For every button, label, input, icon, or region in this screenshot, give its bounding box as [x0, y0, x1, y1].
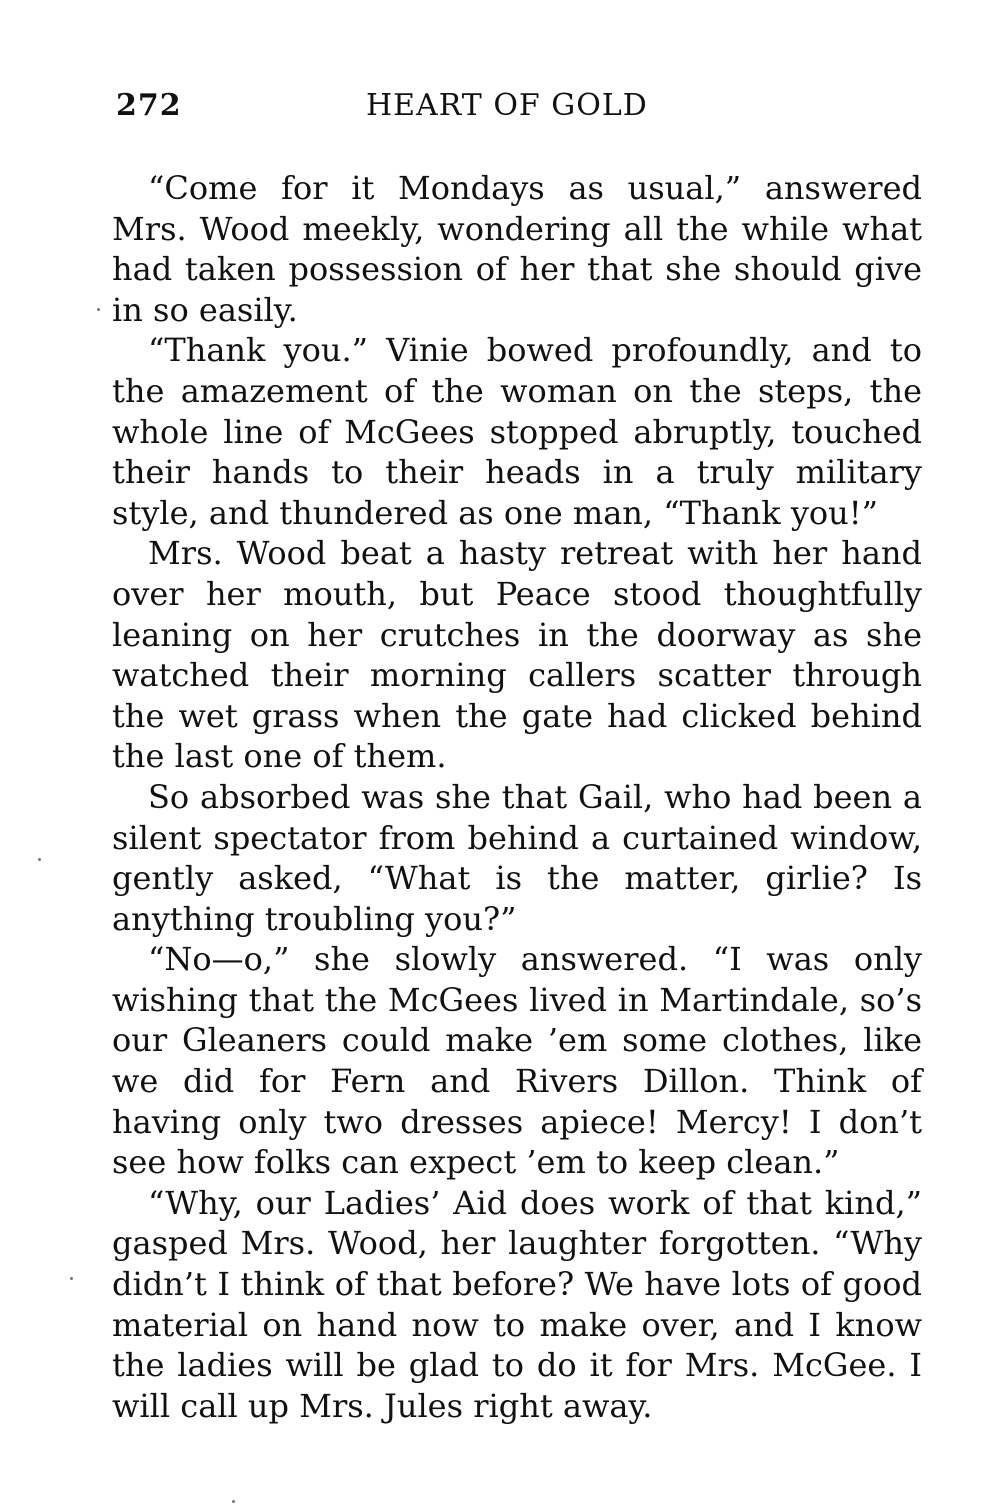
paragraph: “Come for it Mondays as usual,” answered Mrs. Wood meekly, wondering all the while what had taken possession of her that she should give in so easily.	[112, 169, 922, 329]
paragraph: “No—o,” she slowly answered. “I was only wishing that the McGees lived in Martindale, so’s our Gleaners could make ’em some clothes, like we did for Fern and Rivers Dillon. Think of having only two dresses apiece! Mercy! I don’t see how folks can expect ’em to keep clean.”	[112, 940, 922, 1182]
body-text	[112, 168, 922, 1426]
paragraph: So absorbed was she that Gail, who had been a silent spectator from behind a curtained window, gently asked, “What is the matter, girlie? Is anything troubling you?”	[112, 777, 922, 938]
paragraph: Mrs. Wood beat a hasty retreat with her hand over her mouth, but Peace stood thoughtfully leaning on her crutches in the doorway as she watched their morning callers scatter through the wet grass when the gate had clicked behind the last one of them.	[112, 534, 922, 776]
page-number: 272	[116, 88, 182, 123]
running-title: HEART OF GOLD	[366, 88, 648, 123]
page-header	[112, 86, 922, 130]
paragraph: “Why, our Ladies’ Aid does work of that kind,” gasped Mrs. Wood, her laughter forgotten. “Why didn’t I think of that before? We have lots of good material on hand now to make over, and I know the ladies will be glad to do it for Mrs. McGee. I will call up Mrs. Jules right away.	[112, 1183, 922, 1425]
scan-speck	[70, 1277, 73, 1280]
paragraph: “Thank you.” Vinie bowed profoundly, and to the amazement of the woman on the steps, the whole line of McGees stopped abruptly, touched their hands to their heads in a truly military style, and thundered as one man, “Thank you!”	[112, 331, 922, 532]
scan-speck	[232, 1500, 235, 1503]
scan-speck	[38, 858, 41, 861]
scan-speck	[97, 308, 100, 311]
